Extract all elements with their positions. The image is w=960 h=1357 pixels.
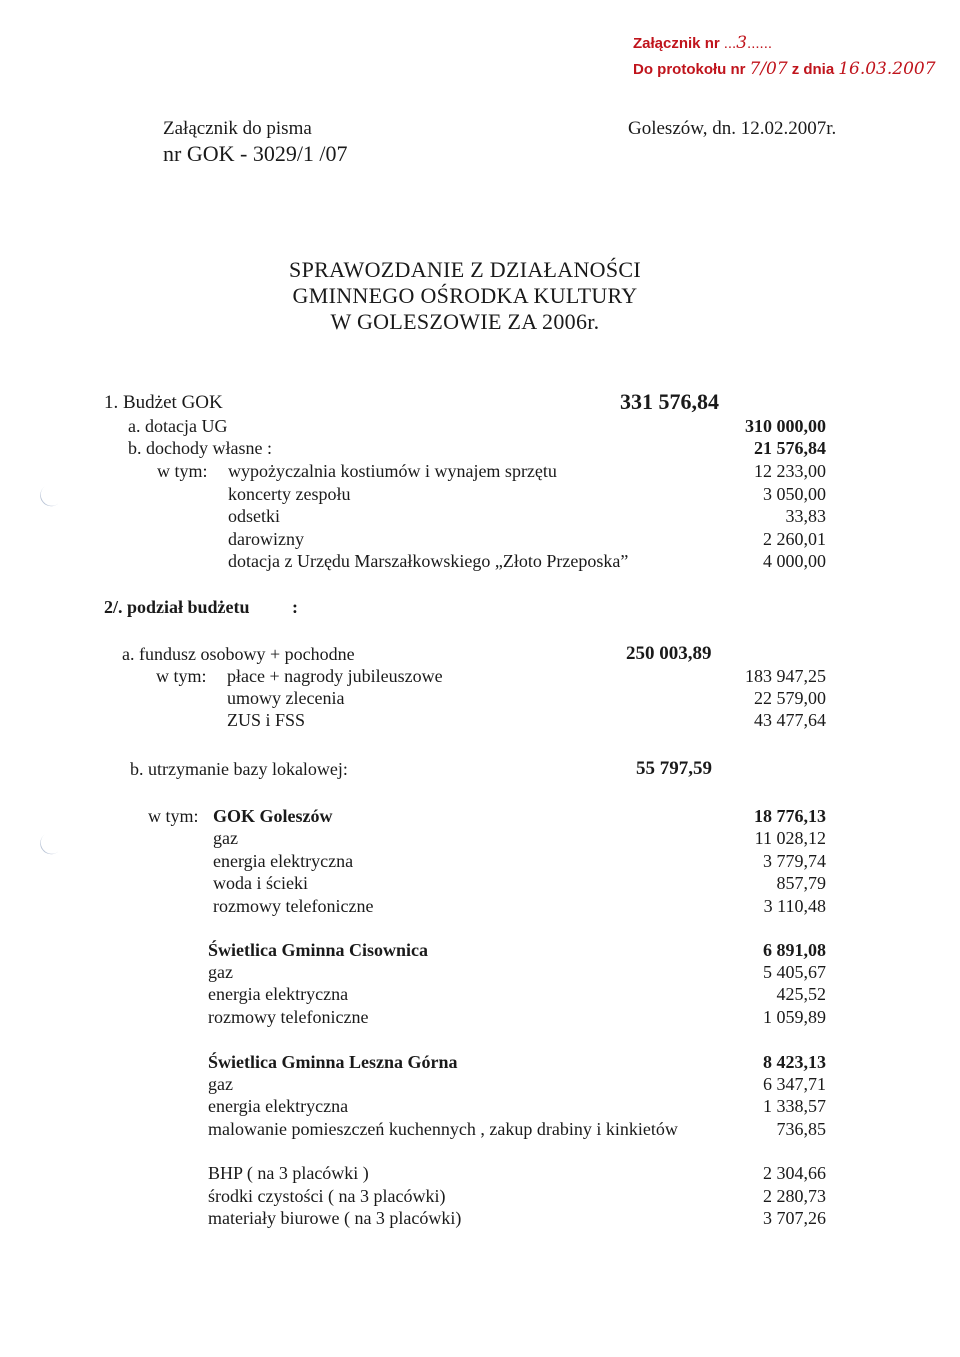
subitem-value: 12 233,00 xyxy=(754,461,826,481)
section-budget-total: 331 576,84 xyxy=(620,389,719,414)
subitem-value: 33,83 xyxy=(785,506,826,526)
location-total: 18 776,13 xyxy=(754,806,826,826)
header-letter-ref: Załącznik do pisma xyxy=(163,118,312,139)
cost-item-value: 3 707,26 xyxy=(763,1208,826,1228)
location-name: GOK Goleszów xyxy=(213,806,333,826)
header-letter-number: nr GOK - 3029/1 /07 xyxy=(163,141,348,166)
cost-item-label: rozmowy telefoniczne xyxy=(208,1007,369,1027)
cost-item-label: materiały biurowe ( na 3 placówki) xyxy=(208,1208,462,1228)
subitem-prefix: w tym: xyxy=(157,461,208,481)
stamp-dots: ... xyxy=(723,35,737,52)
cost-item-label: gaz xyxy=(213,828,238,848)
cost-item-value: 3 110,48 xyxy=(763,896,826,916)
allocation-a-total: 250 003,89 xyxy=(626,643,712,664)
allocation-a-label: a. fundusz osobowy + pochodne xyxy=(122,644,355,664)
budget-item-value: 21 576,84 xyxy=(754,438,826,458)
subitem-label: dotacja z Urzędu Marszałkowskiego „Złoto Przeposka” xyxy=(228,551,629,571)
subitem-label: odsetki xyxy=(228,506,280,526)
cost-item-label: energia elektryczna xyxy=(208,1096,349,1116)
cost-item-value: 1 338,57 xyxy=(763,1096,826,1116)
subitem-value: 4 000,00 xyxy=(763,551,826,571)
cost-item-label: rozmowy telefoniczne xyxy=(213,896,374,916)
handwritten-date: 16.03.2007 xyxy=(838,59,936,79)
cost-item-value: 2 304,66 xyxy=(763,1163,826,1183)
punch-hole-mark xyxy=(36,827,68,859)
header-place-date: Goleszów, dn. 12.02.2007r. xyxy=(628,118,837,139)
cost-item-label: środki czystości ( na 3 placówki) xyxy=(208,1186,446,1206)
document-title-line2: GMINNEGO OŚRODKA KULTURY xyxy=(292,283,638,308)
cost-item-label: malowanie pomieszczeń kuchennych , zakup drabiny i kinkietów xyxy=(208,1119,678,1139)
subitem-value: 183 947,25 xyxy=(745,666,826,686)
subitem-label: koncerty zespołu xyxy=(228,484,351,504)
cost-item-value: 736,85 xyxy=(776,1119,826,1139)
allocation-b-label: b. utrzymanie bazy lokalowej: xyxy=(130,759,348,779)
stamp-label: Do protokołu nr xyxy=(633,61,746,78)
attachment-stamp-line2 xyxy=(633,59,936,79)
budget-item-label: b. dochody własne : xyxy=(128,438,272,458)
allocation-b-total: 55 797,59 xyxy=(636,758,712,779)
document-title-line3: W GOLESZOWIE ZA 2006r. xyxy=(330,309,600,334)
cost-item-label: gaz xyxy=(208,962,233,982)
subitem-label: umowy zlecenia xyxy=(227,688,345,708)
document-title-line1: SPRAWOZDANIE Z DZIAŁANOŚCI xyxy=(289,257,641,282)
subitem-prefix: w tym: xyxy=(156,666,207,686)
subitem-prefix: w tym: xyxy=(148,806,199,826)
stamp-dots: ...... xyxy=(747,35,773,52)
cost-item-label: energia elektryczna xyxy=(208,984,349,1004)
location-name: Świetlica Gminna Cisownica xyxy=(208,940,429,960)
cost-item-label: energia elektryczna xyxy=(213,851,354,871)
subitem-value: 22 579,00 xyxy=(754,688,826,708)
cost-item-value: 5 405,67 xyxy=(763,962,826,982)
budget-item-label: a. dotacja UG xyxy=(128,416,228,436)
cost-item-value: 425,52 xyxy=(776,984,826,1004)
location-total: 8 423,13 xyxy=(763,1052,826,1072)
subitem-label: wypożyczalnia kostiumów i wynajem sprzętu xyxy=(228,461,557,481)
location-total: 6 891,08 xyxy=(763,940,826,960)
handwritten-number: 3 xyxy=(736,33,748,53)
punch-hole-mark xyxy=(36,479,68,511)
cost-item-value: 11 028,12 xyxy=(754,828,826,848)
location-name: Świetlica Gminna Leszna Górna xyxy=(208,1052,458,1072)
cost-item-label: BHP ( na 3 placówki ) xyxy=(208,1163,369,1183)
subitem-label: darowizny xyxy=(228,529,304,549)
cost-item-value: 1 059,89 xyxy=(763,1007,826,1027)
cost-item-value: 2 280,73 xyxy=(763,1186,826,1206)
subitem-value: 43 477,64 xyxy=(754,710,826,730)
attachment-stamp-line1 xyxy=(633,33,772,53)
subitem-label: płace + nagrody jubileuszowe xyxy=(227,666,443,686)
subitem-value: 3 050,00 xyxy=(763,484,826,504)
section-budget-heading: 1. Budżet GOK xyxy=(104,392,223,413)
cost-item-label: woda i ścieki xyxy=(213,873,308,893)
cost-item-value: 3 779,74 xyxy=(763,851,826,871)
section-allocation-colon: : xyxy=(292,597,298,617)
stamp-label: Załącznik nr xyxy=(633,35,720,52)
cost-item-value: 857,79 xyxy=(776,873,826,893)
cost-item-value: 6 347,71 xyxy=(763,1074,826,1094)
stamp-label: z dnia xyxy=(791,61,835,78)
subitem-label: ZUS i FSS xyxy=(227,710,306,730)
cost-item-label: gaz xyxy=(208,1074,233,1094)
section-allocation-heading: 2/. podział budżetu xyxy=(104,597,250,617)
handwritten-protocol-number: 7/07 xyxy=(749,59,788,79)
budget-item-value: 310 000,00 xyxy=(745,416,826,436)
subitem-value: 2 260,01 xyxy=(763,529,826,549)
